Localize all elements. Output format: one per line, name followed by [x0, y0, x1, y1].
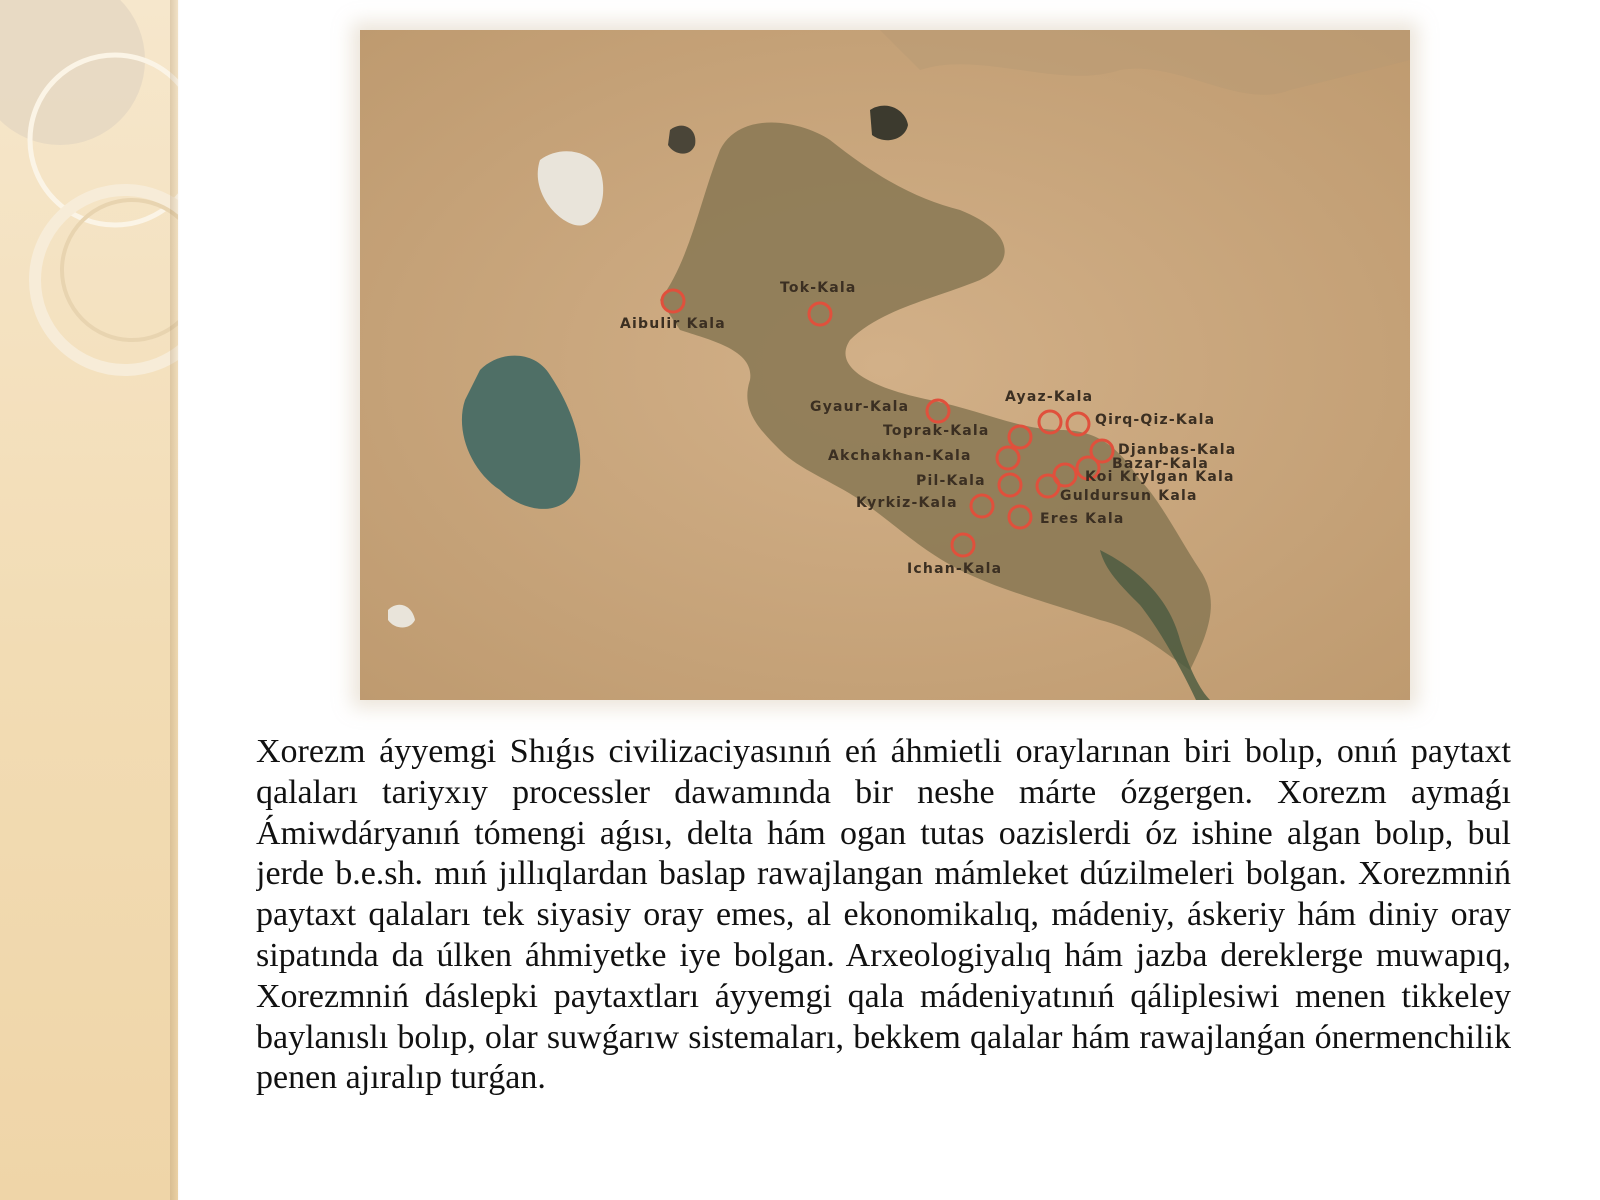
decorative-sidebar — [0, 0, 178, 1200]
description-paragraph: Xorezm áyyemgi Shıǵıs civilizaciyasınıń eń áhmietli oraylarınan biri bolıp, onıń paytaxt qalaları tariyxıy processler dawamında bir neshe márte ózgergen. Xorezm aymaǵı Ámiwdáryanıń tómengi aǵısı, delta hám ogan tutas oazislerdi óz ishine algan bolıp, bul jerde b.e.sh. mıń jıllıqlardan baslap rawajlangan mámleket dúzilmeleri bolgan. Xorezmniń paytaxt qalaları tek siyasiy oray emes, al ekonomikalıq, mádeniy, áskeriy hám diniy oray sipatında da úlken áhmiyetke iye bolgan. Arxeologiyalıq hám jazba dereklerge muwapıq, Xorezmniń dáslepki paytaxtları áyyemgi qala mádeniyatınıń qáliplesiwi menen tikkeley baylanıslı bolıp, olar suwǵarıw sistemaları, bekkem qalalar hám rawajlanǵan ónermenchilik penen ajıralıp turǵan. — [256, 733, 1511, 1097]
site-label: Akchakhan-Kala — [828, 448, 972, 464]
decorative-rings — [0, 0, 178, 1200]
site-label: Eres Kala — [1040, 511, 1125, 527]
satellite-map — [360, 30, 1410, 700]
site-label: Qirq-Qiz-Kala — [1095, 412, 1216, 428]
dark-hills-west — [668, 126, 695, 154]
site-label: Aibulir Kala — [620, 316, 726, 332]
site-label: Gyaur-Kala — [810, 399, 910, 415]
sidebar-shadow — [170, 0, 180, 1200]
site-label: Guldursun Kala — [1060, 488, 1198, 504]
map-image — [360, 30, 1410, 700]
site-label: Toprak-Kala — [883, 423, 990, 439]
site-label: Pil-Kala — [916, 473, 986, 489]
site-label: Ayaz-Kala — [1005, 389, 1094, 405]
site-label: Ichan-Kala — [907, 561, 1003, 577]
site-label: Djanbas-Kala — [1118, 442, 1237, 458]
site-label: Tok-Kala — [780, 280, 857, 296]
site-label: Koi Krylgan Kala — [1085, 469, 1235, 485]
site-label: Bazar-Kala — [1112, 456, 1209, 472]
site-label: Kyrkiz-Kala — [856, 495, 958, 511]
